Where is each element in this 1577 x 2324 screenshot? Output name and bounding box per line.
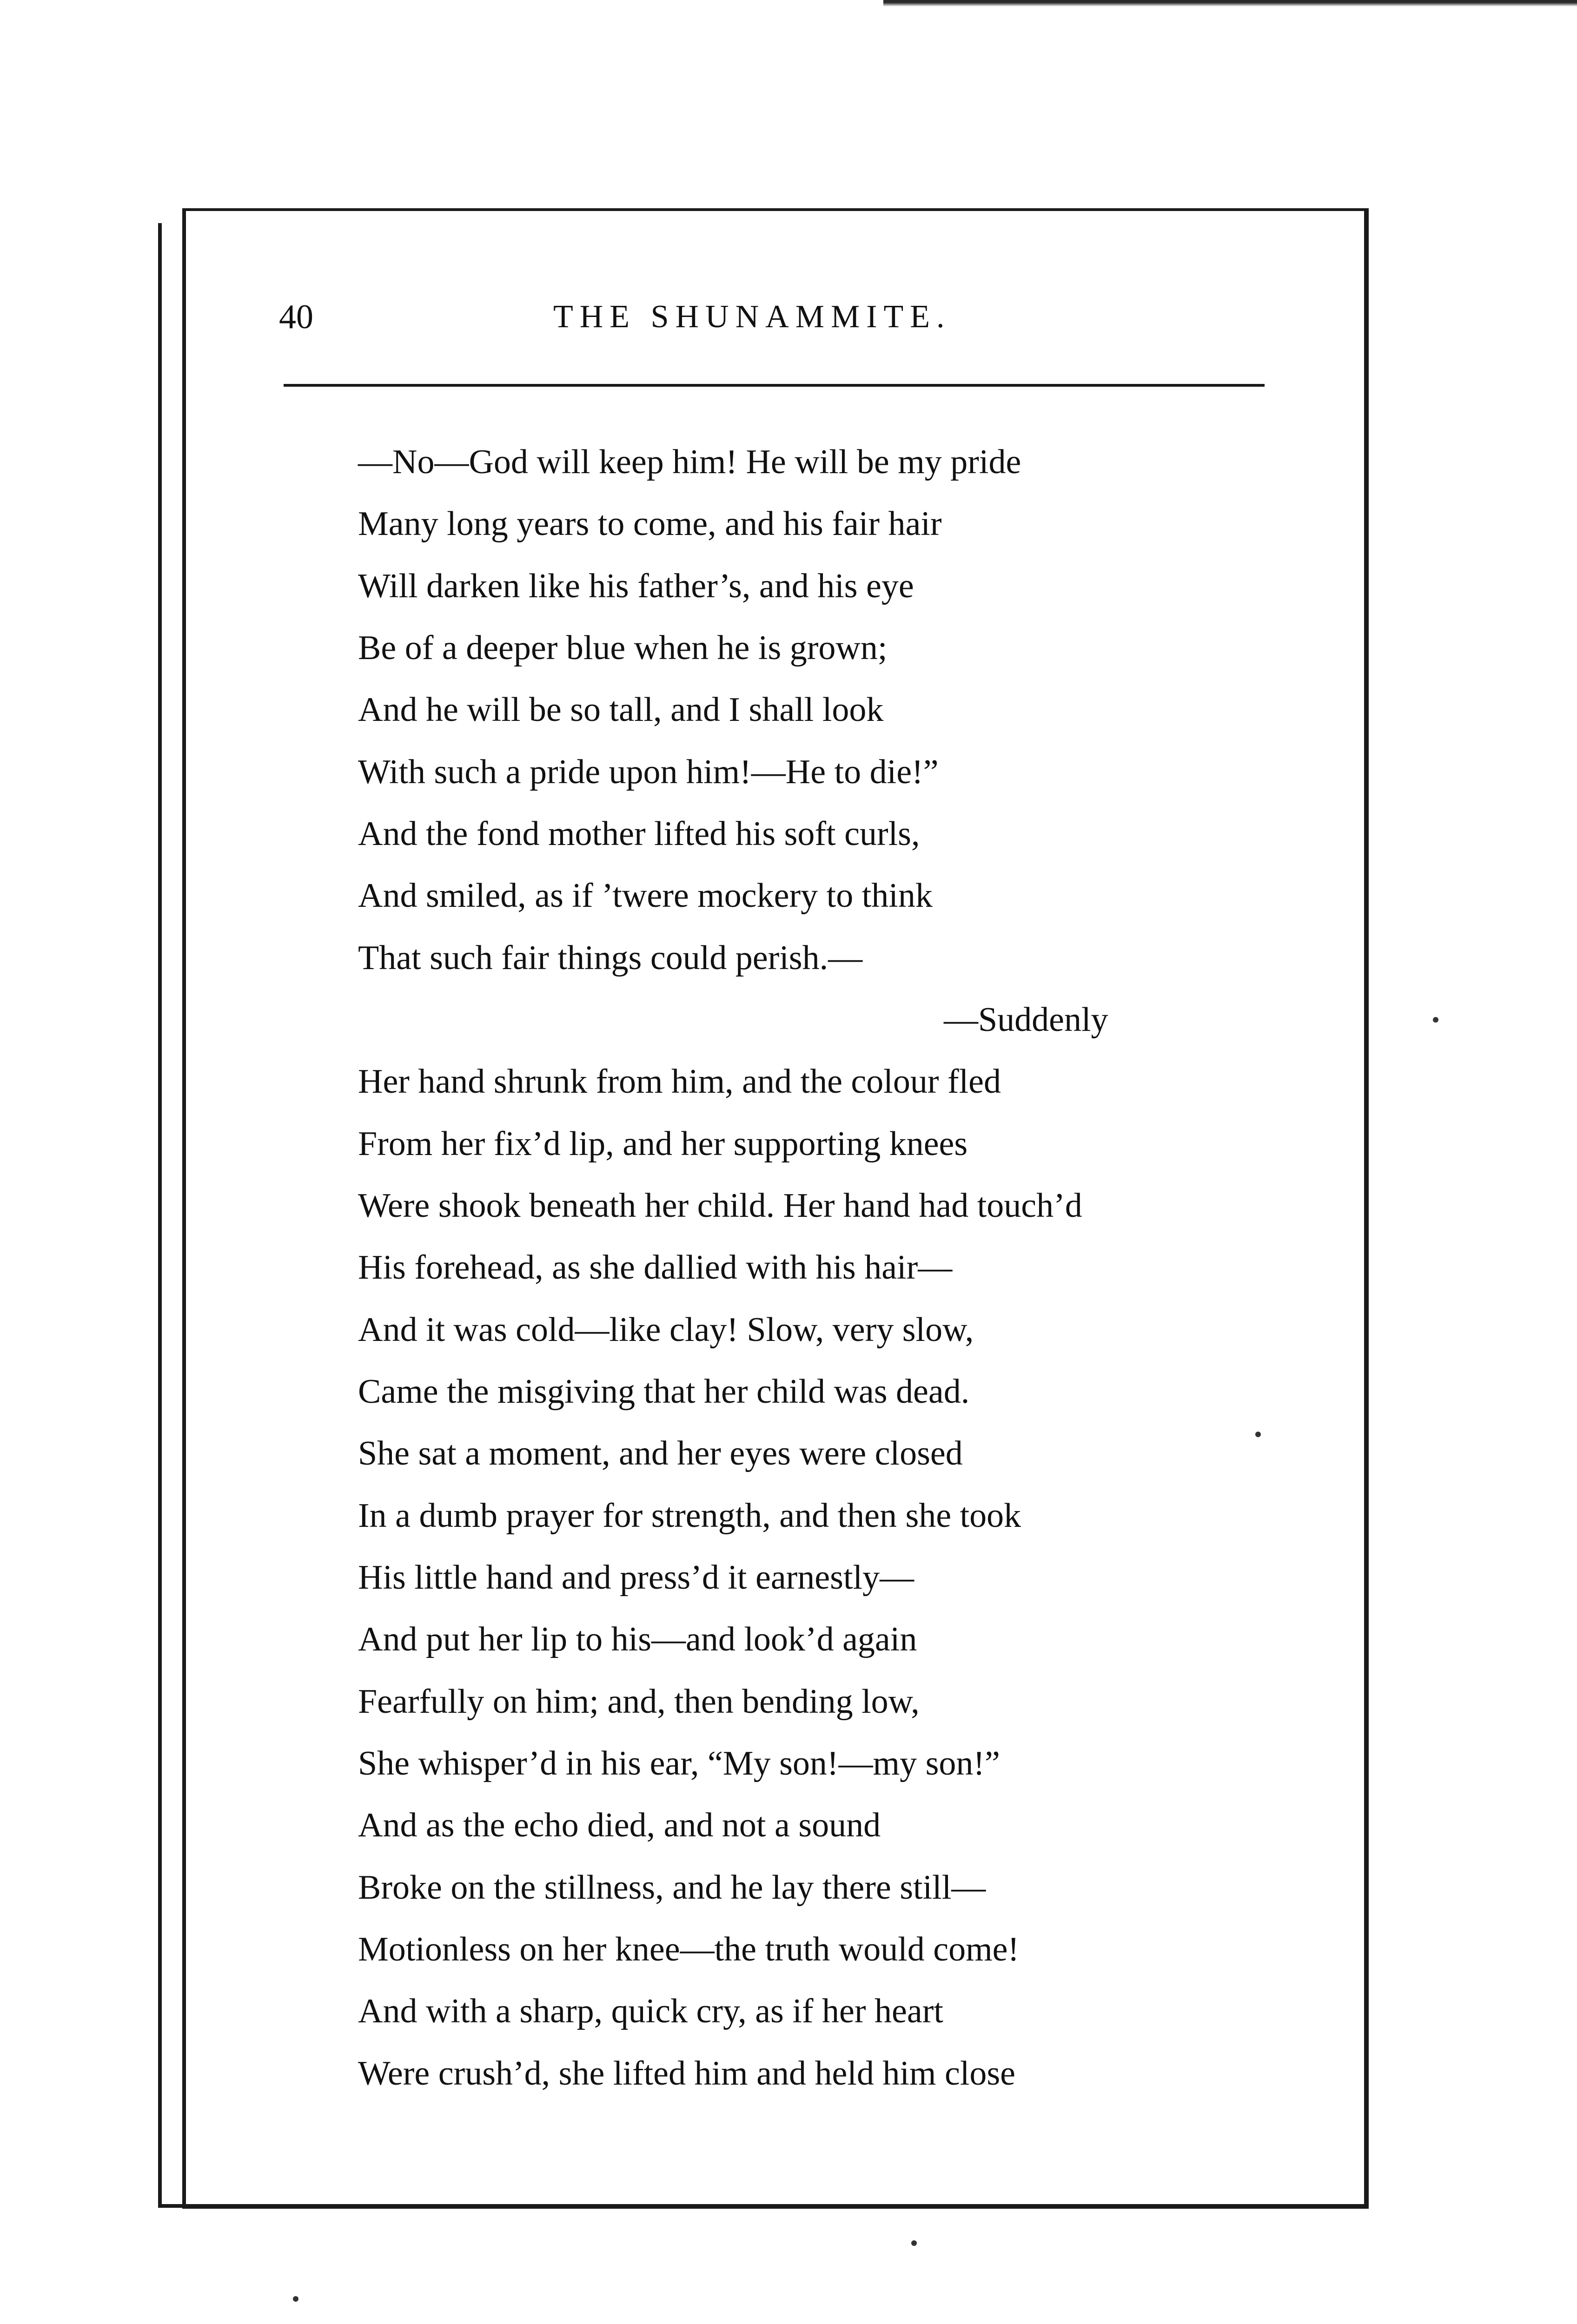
poem-line: Motionless on her knee—the truth would come! — [358, 1930, 1020, 1968]
poem-line: —Suddenly — [944, 1000, 1108, 1039]
poem-line: With such a pride upon him!—He to die!” — [358, 753, 939, 791]
poem-line: Fearfully on him; and, then bending low, — [358, 1682, 920, 1721]
running-head: THE SHUNAMMITE. — [553, 299, 951, 335]
poem-line: And with a sharp, quick cry, as if her heart — [358, 1992, 943, 2031]
poem-line: She sat a moment, and her eyes were closed — [358, 1434, 963, 1473]
poem-line: And put her lip to his—and look’d again — [358, 1620, 917, 1659]
poem-line: And he will be so tall, and I shall look — [358, 691, 884, 729]
ink-speck — [911, 2240, 917, 2246]
poem-line: —No—God will keep him! He will be my pride — [358, 443, 1021, 481]
ink-speck — [1433, 1017, 1438, 1023]
poem-line: And the fond mother lifted his soft curls, — [358, 814, 920, 853]
poem-line: That such fair things could perish.— — [358, 938, 863, 977]
page-number: 40 — [279, 298, 313, 336]
poem-line: His forehead, as she dallied with his hair— — [358, 1248, 953, 1287]
poem-line: Her hand shrunk from him, and the colour fled — [358, 1063, 1001, 1101]
header-rule — [284, 384, 1265, 387]
poem-line: From her fix’d lip, and her supporting knees — [358, 1124, 968, 1163]
poem-line: Be of a deeper blue when he is grown; — [358, 628, 888, 667]
poem-line: And it was cold—like clay! Slow, very slow, — [358, 1310, 974, 1349]
poem-line: She whisper’d in his ear, “My son!—my son!” — [358, 1744, 1000, 1783]
poem-line: Many long years to come, and his fair hair — [358, 505, 942, 543]
poem-line: Were shook beneath her child. Her hand had touch’d — [358, 1186, 1082, 1225]
poem-line: Broke on the stillness, and he lay there still— — [358, 1868, 986, 1907]
poem-line: Will darken like his father’s, and his eye — [358, 567, 914, 605]
frame-shadow-left — [158, 223, 162, 2208]
poem-line: Came the misgiving that her child was dead. — [358, 1372, 970, 1411]
poem-text — [358, 431, 1288, 2105]
poem-line: And as the echo died, and not a sound — [358, 1806, 881, 1845]
poem-line: His little hand and press’d it earnestly— — [358, 1558, 914, 1597]
poem-line: In a dumb prayer for strength, and then she took — [358, 1496, 1021, 1535]
ink-speck — [1255, 1432, 1261, 1437]
poem-line: And smiled, as if ’twere mockery to think — [358, 877, 933, 915]
scan-edge-top — [883, 0, 1577, 7]
ink-speck — [293, 2296, 298, 2302]
poem-line: Were crush’d, she lifted him and held him close — [358, 2054, 1016, 2093]
